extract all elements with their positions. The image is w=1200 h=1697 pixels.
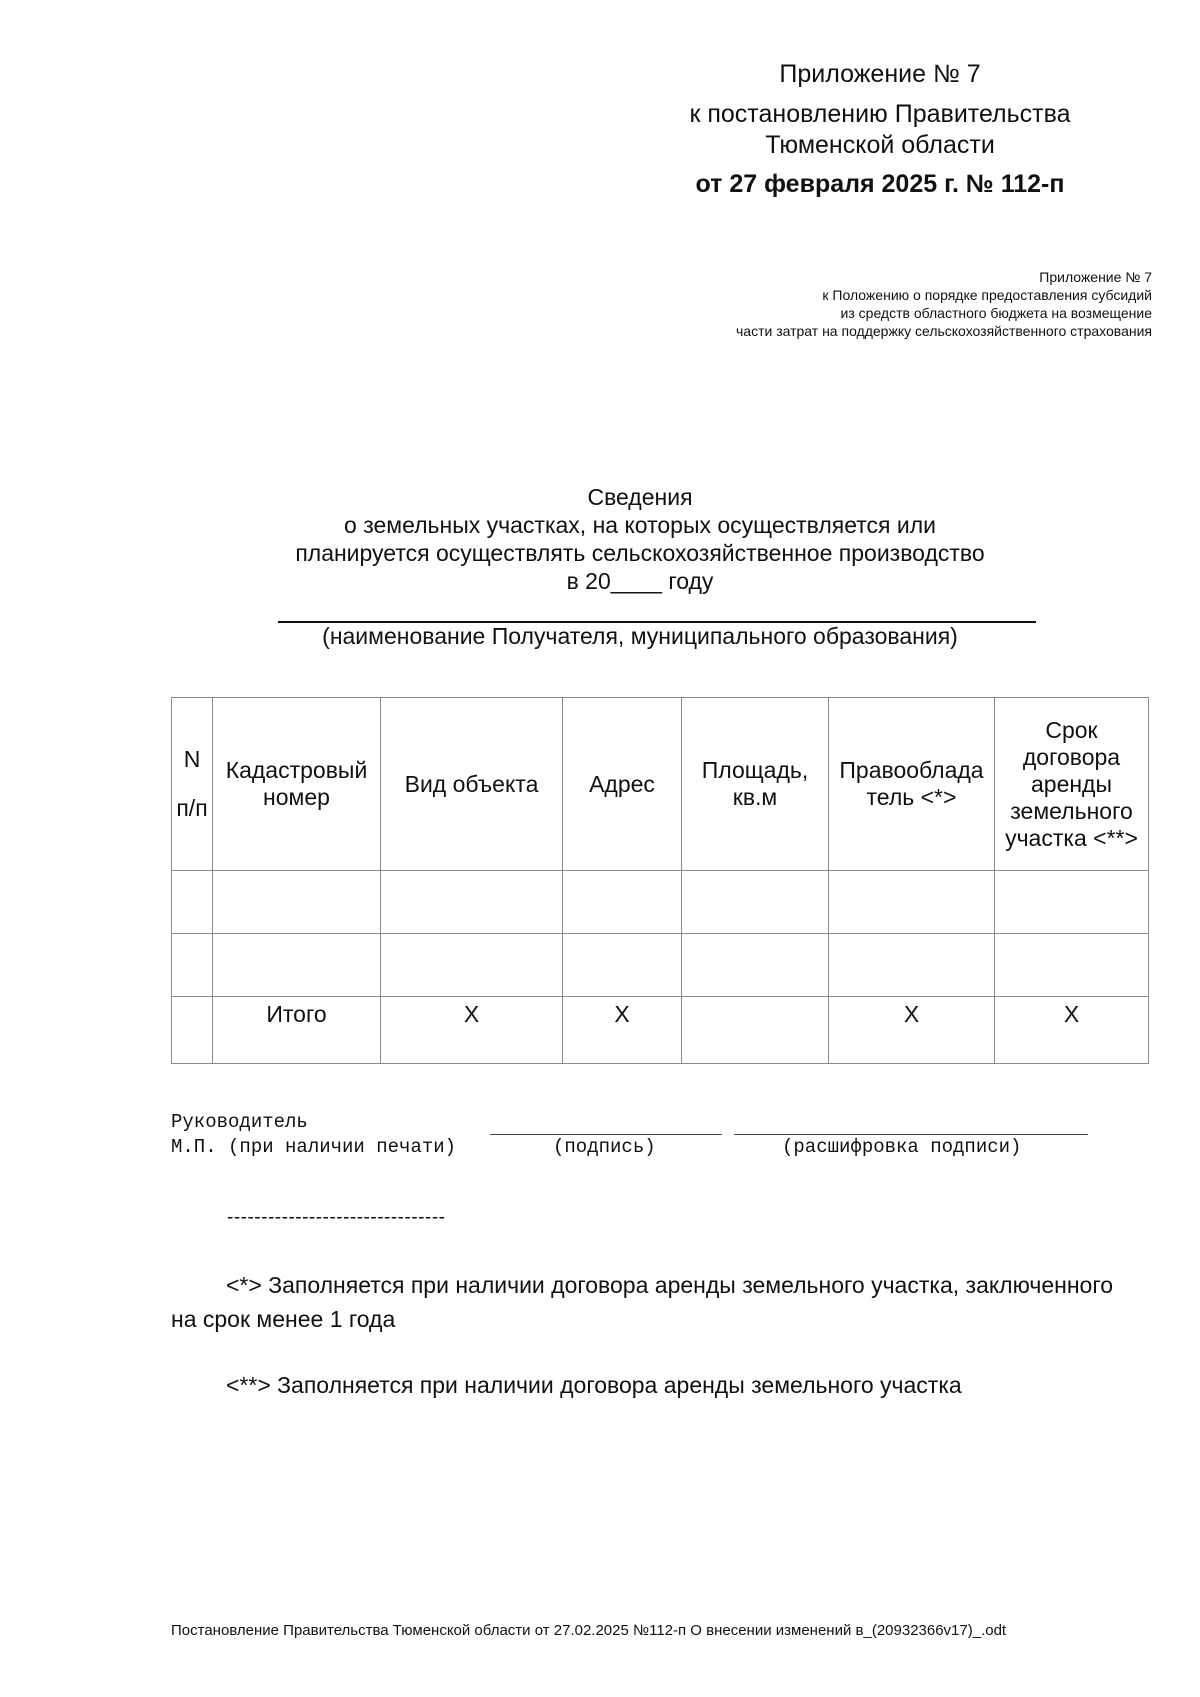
footnote-1: <*> Заполняется при наличии договора аренды земельного участка, заключенного на срок менее 1 года (171, 1272, 1113, 1332)
table-cell[interactable] (172, 934, 213, 997)
sub-appendix-line3: из средств областного бюджета на возмещение (840, 305, 1152, 321)
table-total-row (172, 997, 1149, 1064)
total-cell-number (172, 997, 213, 1064)
col-header-number (172, 698, 213, 871)
col-header-holder-b: тель <*> (866, 784, 957, 810)
col-header-term-c: аренды (1030, 770, 1113, 797)
col-header-lease-term (995, 698, 1149, 871)
sub-appendix-line1: Приложение № 7 (1039, 269, 1152, 285)
col-header-holder (829, 698, 995, 871)
table-cell[interactable] (172, 871, 213, 934)
form-title: Сведения (587, 484, 693, 510)
table-header-row (172, 698, 1149, 871)
table-cell[interactable] (682, 871, 829, 934)
decree-date-number: от 27 февраля 2025 г. № 112-п (695, 170, 1065, 198)
signature-decode-caption: (расшифровка подписи) (782, 1136, 1022, 1158)
form-title-line3: планируется осуществлять сельскохозяйственное производство (295, 540, 985, 566)
total-area-cell[interactable] (682, 997, 829, 1064)
signature-decode-line[interactable] (734, 1134, 1088, 1135)
col-header-term-d: земельного (1010, 797, 1133, 824)
form-title-line2: о земельных участках, на которых осуществляется или (344, 512, 936, 538)
col-header-cadastral (213, 698, 381, 871)
table-cell[interactable] (213, 871, 381, 934)
col-header-cadastral-b: номер (263, 784, 330, 810)
col-header-cadastral-a: Кадастровый (225, 757, 368, 783)
document-footer: Постановление Правительства Тюменской области от 27.02.2025 №112-п О внесении изменений в_(20932366v17)_.odt (171, 1622, 1007, 1639)
col-header-object-type: Вид объекта (381, 698, 563, 871)
total-label: Итого (213, 997, 381, 1064)
table-cell[interactable] (829, 871, 995, 934)
decree-ref-line2: Тюменской области (765, 131, 995, 159)
signature-caption: (подпись) (553, 1136, 656, 1158)
col-header-term-b: договора (1022, 743, 1121, 770)
col-header-area-a: Площадь, (701, 757, 809, 783)
total-object-x: X (381, 997, 563, 1064)
table-cell[interactable] (381, 934, 563, 997)
col-header-number-pp: п/п (176, 795, 208, 821)
total-term-x: X (995, 997, 1149, 1064)
sub-appendix-line2: к Положению о порядке предоставления субсидий (822, 287, 1152, 303)
land-plots-table (171, 697, 1149, 1064)
col-header-area-b: кв.м (732, 784, 778, 810)
table-cell[interactable] (829, 934, 995, 997)
head-label: Руководитель (171, 1111, 308, 1133)
col-header-term-a: Срок (1045, 716, 1098, 743)
col-header-term-e: участка <**> (1005, 824, 1138, 851)
total-address-x: X (563, 997, 682, 1064)
stamp-label: М.П. (при наличии печати) (171, 1136, 457, 1158)
sub-appendix-line4: части затрат на поддержку сельскохозяйственного страхования (736, 323, 1152, 339)
form-title-line4: в 20____ году (566, 568, 714, 594)
table-row (172, 871, 1149, 934)
table-row (172, 934, 1149, 997)
table-cell[interactable] (995, 934, 1149, 997)
table-cell[interactable] (563, 934, 682, 997)
decree-ref-line1: к постановлению Правительства (689, 100, 1071, 128)
table-cell[interactable] (682, 934, 829, 997)
footnote-2: <**> Заполняется при наличии договора аренды земельного участка (226, 1372, 962, 1398)
table-cell[interactable] (213, 934, 381, 997)
col-header-address: Адрес (563, 698, 682, 871)
table-cell[interactable] (995, 871, 1149, 934)
col-header-area (682, 698, 829, 871)
recipient-caption: (наименование Получателя, муниципального образования) (322, 623, 958, 649)
table-cell[interactable] (563, 871, 682, 934)
appendix-title: Приложение № 7 (779, 60, 981, 88)
col-header-number-n: N (183, 746, 201, 772)
col-header-holder-a: Правооблада (839, 757, 984, 783)
notes-separator: -------------------------------- (227, 1207, 446, 1228)
total-holder-x: X (829, 997, 995, 1064)
signature-line[interactable] (490, 1134, 722, 1135)
table-cell[interactable] (381, 871, 563, 934)
